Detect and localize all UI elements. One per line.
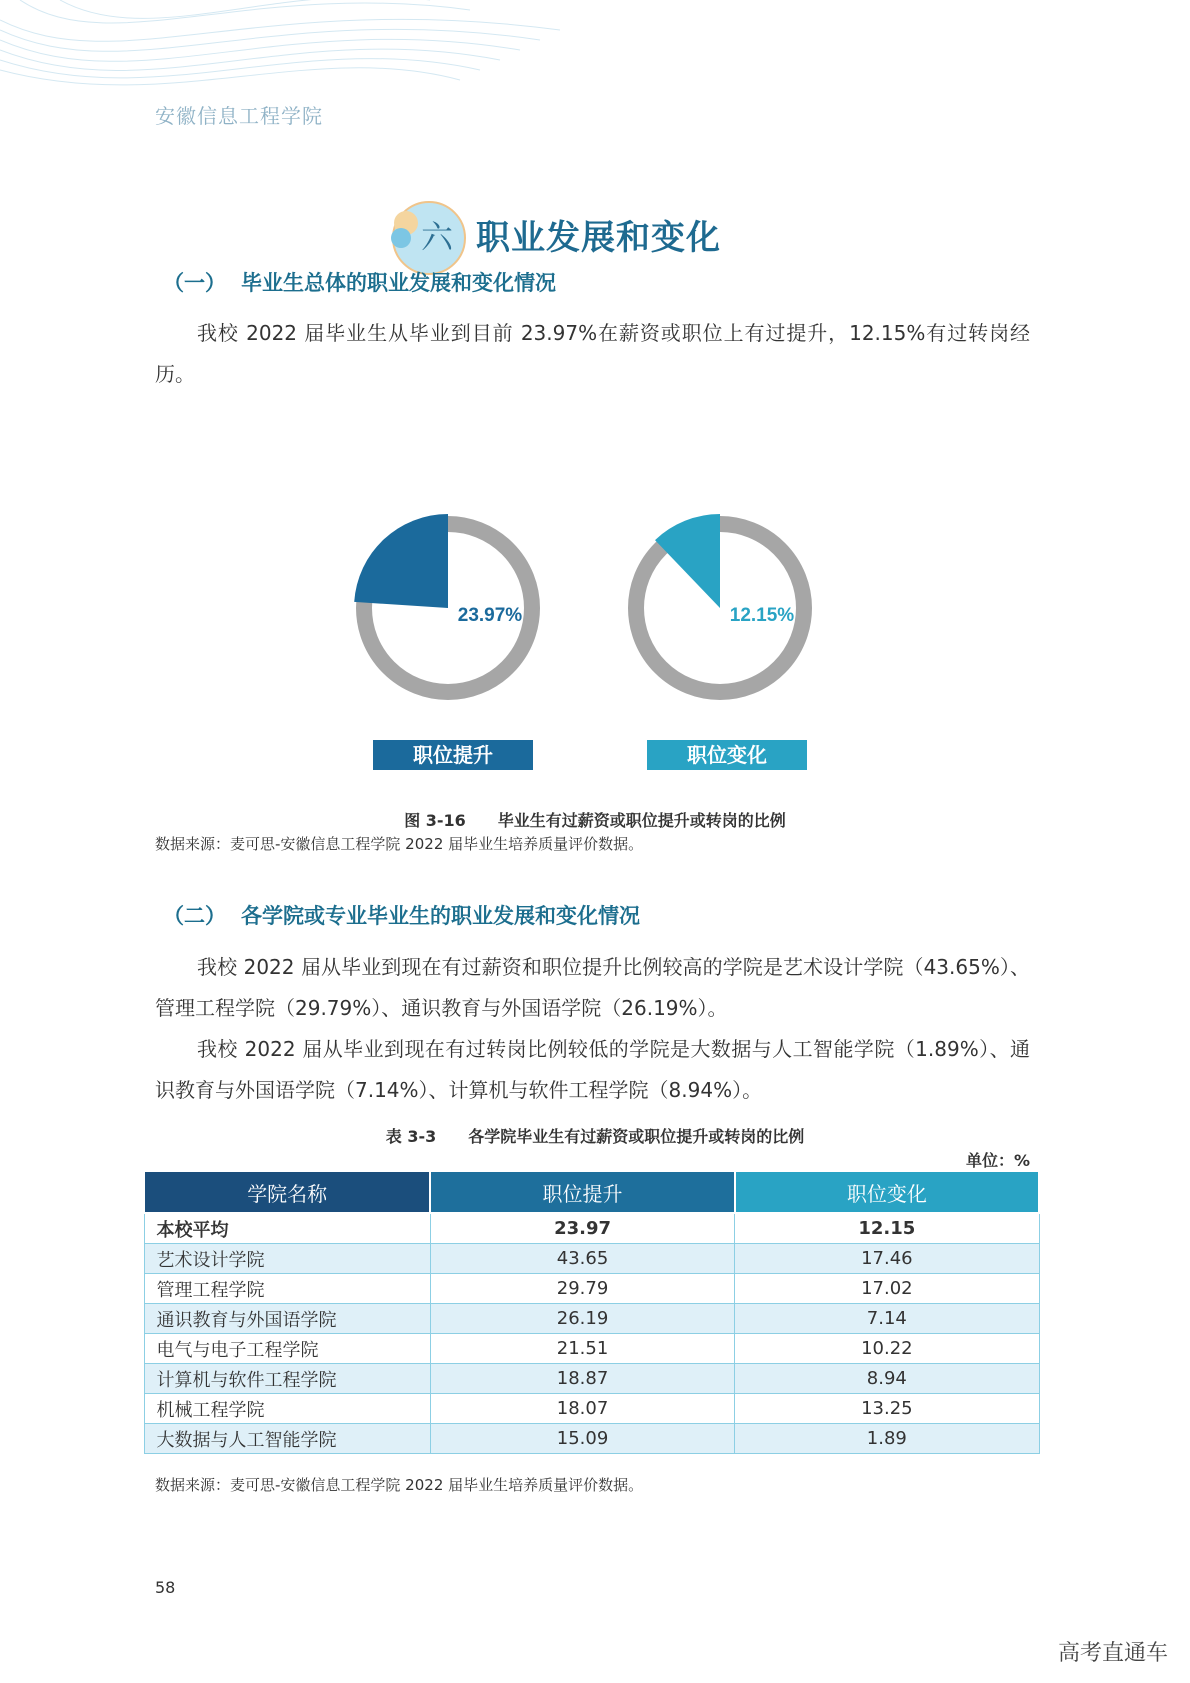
change-value: 13.25: [735, 1394, 1039, 1424]
table-row: [144, 1304, 1039, 1334]
chapter-heading: [386, 198, 806, 268]
table-source: 数据来源：麦可思-安徽信息工程学院 2022 届毕业生培养质量评价数据。: [155, 1476, 644, 1494]
figure-source: 数据来源：麦可思-安徽信息工程学院 2022 届毕业生培养质量评价数据。: [155, 835, 644, 853]
change-value: 7.14: [735, 1304, 1039, 1334]
college-name: 计算机与软件工程学院: [144, 1364, 430, 1394]
watermark: 高考直通车: [1057, 1641, 1168, 1666]
figure-caption: 图 3-16 毕业生有过薪资或职位提升或转岗的比例: [404, 811, 786, 830]
chapter-number: 六: [421, 218, 454, 256]
promotion-value: 21.51: [430, 1334, 734, 1364]
promotion-value: 23.97: [430, 1213, 734, 1244]
promotion-value: 18.87: [430, 1364, 734, 1394]
section2-paragraph-2: 我校 2022 届从毕业到现在有过转岗比例较低的学院是大数据与人工智能学院（1.89%）、通识教育与外国语学院（7.14%）、计算机与软件工程学院（8.94%）。: [155, 1037, 1030, 1102]
college-table: [143, 1170, 1040, 1454]
school-header: 安徽信息工程学院: [155, 104, 323, 128]
promotion-value: 15.09: [430, 1424, 734, 1454]
donut-title-promotion: 职位提升: [373, 740, 533, 770]
table-row: [144, 1334, 1039, 1364]
table-row: [144, 1394, 1039, 1424]
change-value: 17.02: [735, 1274, 1039, 1304]
section-title: 各学院或专业毕业生的职业发展和变化情况: [241, 904, 640, 928]
section-heading-2: [163, 900, 640, 930]
change-value: 8.94: [735, 1364, 1039, 1394]
promotion-value: 29.79: [430, 1274, 734, 1304]
college-name: 大数据与人工智能学院: [144, 1424, 430, 1454]
table-row: [144, 1244, 1039, 1274]
promotion-value: 26.19: [430, 1304, 734, 1334]
table-unit: 单位：%: [965, 1151, 1030, 1170]
section1-paragraph: 我校 2022 届毕业生从毕业到目前 23.97%在薪资或职位上有过提升，12.15%有过转岗经历。: [155, 321, 1030, 386]
college-name: 管理工程学院: [144, 1274, 430, 1304]
table-row: [144, 1424, 1039, 1454]
section-heading-1: [163, 267, 556, 297]
change-value: 17.46: [735, 1244, 1039, 1274]
section-title: 毕业生总体的职业发展和变化情况: [241, 271, 556, 295]
table-row: [144, 1213, 1039, 1244]
college-name: 艺术设计学院: [144, 1244, 430, 1274]
column-header: 学院名称: [144, 1171, 430, 1213]
change-value: 10.22: [735, 1334, 1039, 1364]
section-number: （二）: [163, 904, 226, 928]
college-name: 本校平均: [144, 1213, 430, 1244]
donut-chart-promotion: [338, 498, 558, 718]
college-name: 电气与电子工程学院: [144, 1334, 430, 1364]
page-number: 58: [155, 1578, 176, 1597]
section-number: （一）: [163, 271, 226, 295]
donut-slice: [655, 514, 720, 608]
promotion-value: 43.65: [430, 1244, 734, 1274]
donut-title-change: 职位变化: [647, 740, 807, 770]
section2-paragraph-1: 我校 2022 届从毕业到现在有过薪资和职位提升比例较高的学院是艺术设计学院（43.65%）、管理工程学院（29.79%）、通识教育与外国语学院（26.19%）。: [155, 955, 1030, 1020]
donut-value-label: 12.15%: [729, 605, 795, 626]
donut-value-label: 23.97%: [457, 605, 523, 626]
table-caption: 表 3-3 各学院毕业生有过薪资或职位提升或转岗的比例: [385, 1127, 805, 1146]
change-value: 12.15: [735, 1213, 1039, 1244]
promotion-value: 18.07: [430, 1394, 734, 1424]
college-name: 机械工程学院: [144, 1394, 430, 1424]
donut-chart-change: [610, 498, 830, 718]
college-name: 通识教育与外国语学院: [144, 1304, 430, 1334]
table-row: [144, 1274, 1039, 1304]
column-header: 职位变化: [735, 1171, 1039, 1213]
chapter-title: 职业发展和变化: [476, 218, 721, 258]
change-value: 1.89: [735, 1424, 1039, 1454]
column-header: 职位提升: [430, 1171, 734, 1213]
table-header-row: [144, 1171, 1039, 1213]
table-row: [144, 1364, 1039, 1394]
donut-slice: [354, 514, 448, 608]
